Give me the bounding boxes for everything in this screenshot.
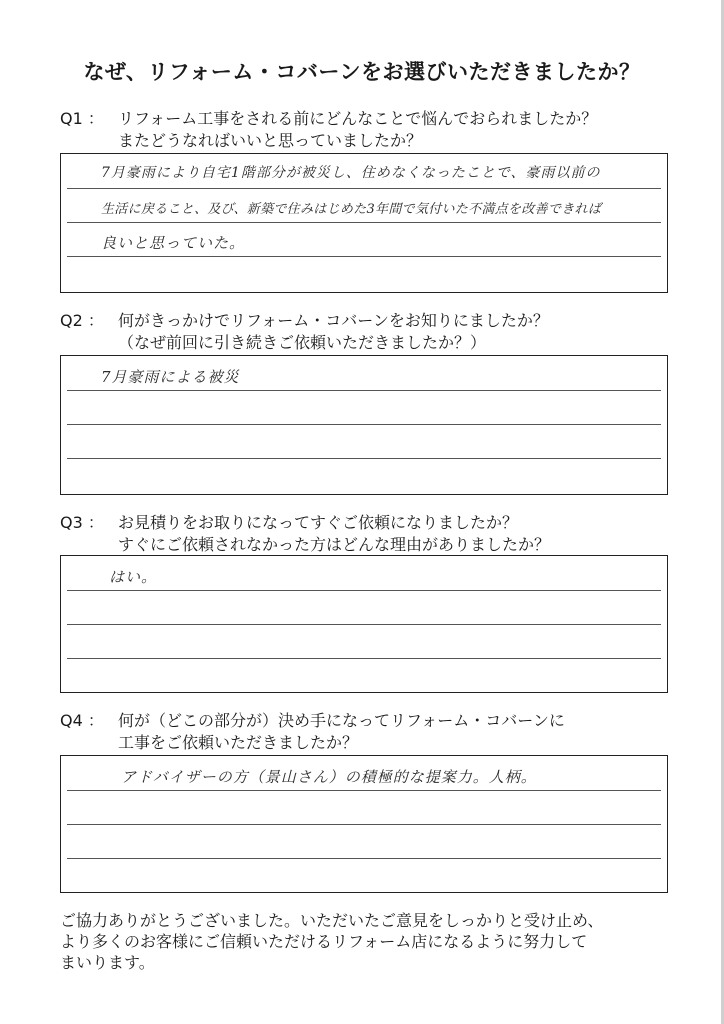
answer-box-4[interactable] xyxy=(60,755,668,893)
question-text: またどうなればいいと思っていましたか？ xyxy=(118,131,423,150)
question-text: お見積りをお取りになってすぐご依頼になりましたか？ xyxy=(118,513,519,532)
question-3 xyxy=(60,512,550,556)
ruled-line xyxy=(67,858,661,859)
question-text: リフォーム工事をされる前にどんなことで悩んでおられましたか？ xyxy=(118,109,598,128)
question-1 xyxy=(60,108,597,152)
ruled-line xyxy=(67,188,661,189)
question-4 xyxy=(60,710,565,754)
closing-line: まいります。 xyxy=(60,953,155,972)
question-number: Q3 ： xyxy=(60,513,104,532)
closing-line: より多くのお客様にご信頼いただけるリフォーム店になるように努力して xyxy=(60,932,588,951)
closing-line: ご協力ありがとうございました。いただいたご意見をしっかりと受け止め、 xyxy=(60,911,604,930)
ruled-line xyxy=(67,256,661,257)
answer-box-3[interactable] xyxy=(60,555,668,693)
question-text: すぐにご依頼されなかった方はどんな理由がありましたか？ xyxy=(118,535,551,554)
handwritten-answer: アドバイザーの方（景山さん）の積極的な提案力。人柄。 xyxy=(121,768,537,786)
handwritten-answer: 7月豪雨により自宅1階部分が被災し、住めなくなったことで、豪雨以前の xyxy=(101,165,601,181)
question-2 xyxy=(60,310,549,354)
ruled-line xyxy=(67,424,661,425)
page-title: なぜ、リフォーム・コバーンをお選びいただきましたか？ xyxy=(83,60,641,84)
handwritten-answer: 生活に戻ること、及び、新築で住みはじめた3年間で気付いた不満点を改善できれば xyxy=(101,202,602,217)
ruled-line xyxy=(67,222,661,223)
ruled-line xyxy=(67,624,661,625)
question-text: 何が（どこの部分が）決め手になってリフォーム・コバーンに xyxy=(118,711,565,730)
question-text: 工事をご依頼いただきましたか？ xyxy=(118,733,359,752)
question-number: Q1 ： xyxy=(60,109,104,128)
answer-box-2[interactable] xyxy=(60,355,668,495)
handwritten-answer: 7月豪雨による被災 xyxy=(101,368,240,386)
question-number: Q2 ： xyxy=(60,311,104,330)
closing-message xyxy=(60,910,680,973)
ruled-line xyxy=(67,658,661,659)
ruled-line xyxy=(67,824,661,825)
handwritten-answer: 良いと思っていた。 xyxy=(101,234,246,252)
answer-box-1[interactable] xyxy=(60,153,668,293)
handwritten-answer: はい。 xyxy=(109,568,158,586)
question-text: （なぜ前回に引き続きご依頼いただきましたか？） xyxy=(118,333,487,352)
question-text: 何がきっかけでリフォーム・コバーンをお知りにましたか？ xyxy=(118,311,549,330)
ruled-line xyxy=(67,390,661,391)
ruled-line xyxy=(67,790,661,791)
ruled-line xyxy=(67,458,661,459)
question-number: Q4 ： xyxy=(60,711,104,730)
ruled-line xyxy=(67,590,661,591)
